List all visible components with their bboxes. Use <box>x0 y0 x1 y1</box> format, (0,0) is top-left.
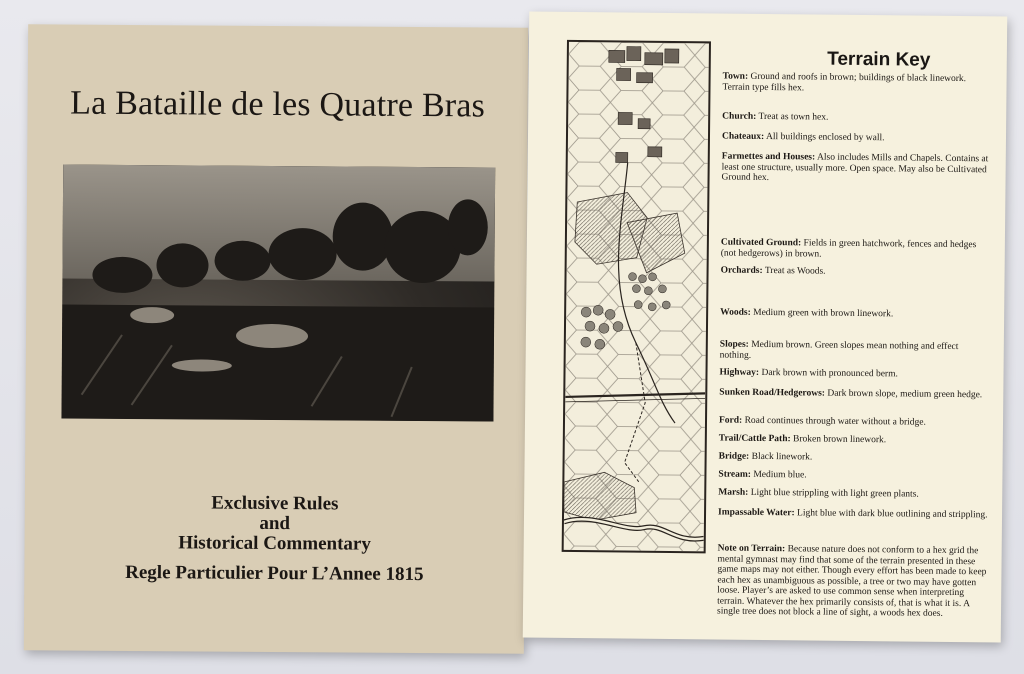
key-entry-highway: Highway: Dark brown with pronounced berm. <box>719 367 898 380</box>
booklet-subtitle-line1: Exclusive Rules <box>211 492 339 515</box>
key-entry-woods: Woods: Medium green with brown linework. <box>720 307 894 320</box>
key-entry-stream: Stream: Medium blue. <box>718 469 807 481</box>
hex-map-illustration <box>564 42 709 551</box>
terrain-key-sheet <box>523 12 1008 643</box>
booklet-subtitle-line2: and <box>259 512 291 535</box>
battle-photograph <box>61 165 495 422</box>
key-entry-ford: Ford: Road continues through water without a bridge. <box>718 415 926 428</box>
key-entry-town: Town: Ground and roofs in brown; buildings of black linework. Terrain type fills hex. <box>722 71 967 93</box>
battle-scene-figures <box>61 165 495 422</box>
key-entry-cultivated: Cultivated Ground: Fields in green hatchwork, fences and hedges (not hedgerows) in brown. <box>720 237 977 260</box>
key-entry-note-on-terrain: Note on Terrain: Because nature does not conform to a hex grid the mental gymnast may find that some of the terrain presented in these game maps may not either. Though every effort has been made to keep each hex as unambiguous as possible, a tree or two may have gotten loose. Player’s are asked to use common sense when interpreting terrain. Whatever the hex primarily consists of, that is what it is. A single tree does not block a line of sight, a woods hex does. <box>716 543 987 619</box>
key-entry-slopes: Slopes: Medium brown. Green slopes mean nothing and effect nothing. <box>719 339 959 361</box>
hex-map-strip <box>562 40 711 553</box>
key-entry-bridge: Bridge: Black linework. <box>718 451 813 463</box>
rules-booklet-cover <box>24 24 528 653</box>
key-entry-impassable-water: Impassable Water: Light blue with dark blue outlining and strippling. <box>718 507 988 521</box>
key-entry-orchards: Orchards: Treat as Woods. <box>720 265 826 277</box>
key-entry-church: Church: Treat as town hex. <box>722 111 829 123</box>
key-entry-trail: Trail/Cattle Path: Broken brown linework. <box>718 433 887 446</box>
key-entry-chateaux: Chateaux: All buildings enclosed by wall. <box>721 131 885 144</box>
terrain-key-title: Terrain Key <box>827 48 931 71</box>
key-entry-marsh: Marsh: Light blue strippling with light green plants. <box>718 487 919 500</box>
booklet-subtitle-line3: Historical Commentary <box>178 532 371 555</box>
key-entry-sunken-road: Sunken Road/Hedgerows: Dark brown slope, medium green hedge. <box>719 387 983 401</box>
booklet-subtitle-line4: Regle Particulier Pour L’Annee 1815 <box>125 561 424 586</box>
key-entry-farmettes: Farmettes and Houses: Also includes Mills and Chapels. Contains at least one structure, usually more. Open space. May also be Cultivated Ground hex. <box>721 151 989 184</box>
booklet-title: La Bataille de les Quatre Bras <box>70 84 486 125</box>
